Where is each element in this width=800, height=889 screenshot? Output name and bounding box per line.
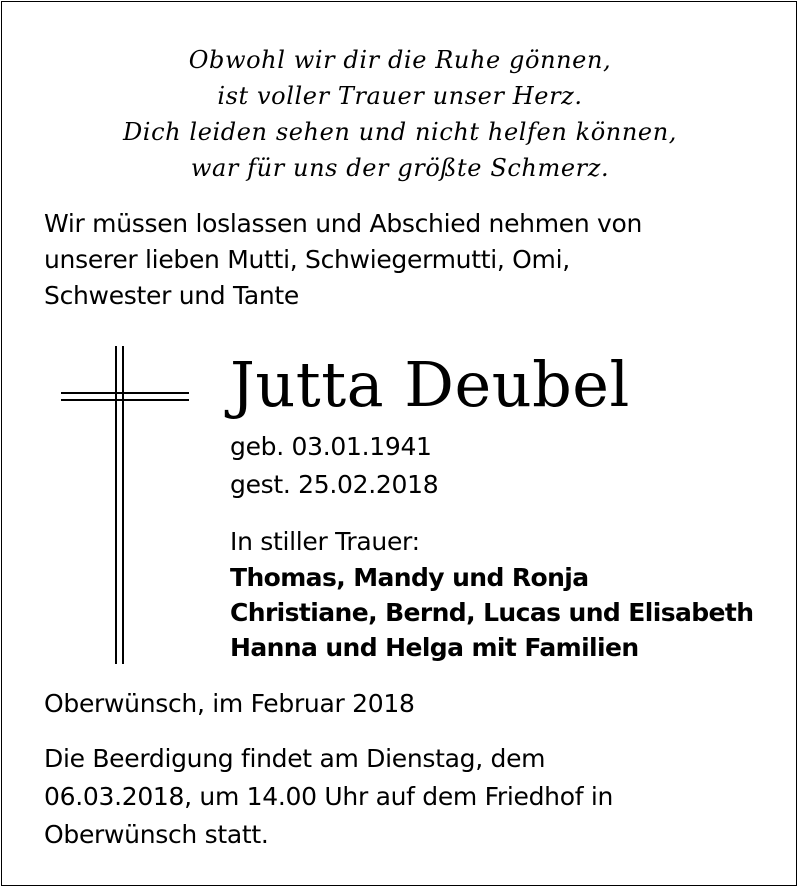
funeral-line: Die Beerdigung findet am Dienstag, dem [44,744,546,773]
death-date: gest. 25.02.2018 [230,470,439,499]
mourners-label: In stiller Trauer: [230,527,420,556]
funeral-line: Oberwünsch statt. [44,820,269,849]
cross-icon [58,344,192,666]
life-dates [230,428,438,504]
deceased-name: Jutta Deubel [230,348,630,421]
intro-line: unserer lieben Mutti, Schwiegermutti, Omi, [44,245,570,274]
poem-line: Dich leiden sehen und nicht helfen können, [122,118,678,146]
poem [0,42,800,186]
funeral-info [44,740,613,854]
mourners [230,524,753,665]
mourner-line: Christiane, Bernd, Lucas und Elisabeth [230,598,754,627]
mourner-line: Hanna und Helga mit Familien [230,633,639,662]
birth-date: geb. 03.01.1941 [230,432,432,461]
intro-line: Schwester und Tante [44,281,300,310]
place-date: Oberwünsch, im Februar 2018 [44,689,415,718]
funeral-line: 06.03.2018, um 14.00 Uhr auf dem Friedhof in [44,782,614,811]
intro-line: Wir müssen loslassen und Abschied nehmen von [44,209,643,238]
poem-line: war für uns der größte Schmerz. [190,154,610,182]
poem-line: Obwohl wir dir die Ruhe gönnen, [188,46,612,74]
intro-text [44,206,642,314]
mourner-names [230,560,753,665]
poem-line: ist voller Trauer unser Herz. [217,82,583,110]
mourner-line: Thomas, Mandy und Ronja [230,563,589,592]
